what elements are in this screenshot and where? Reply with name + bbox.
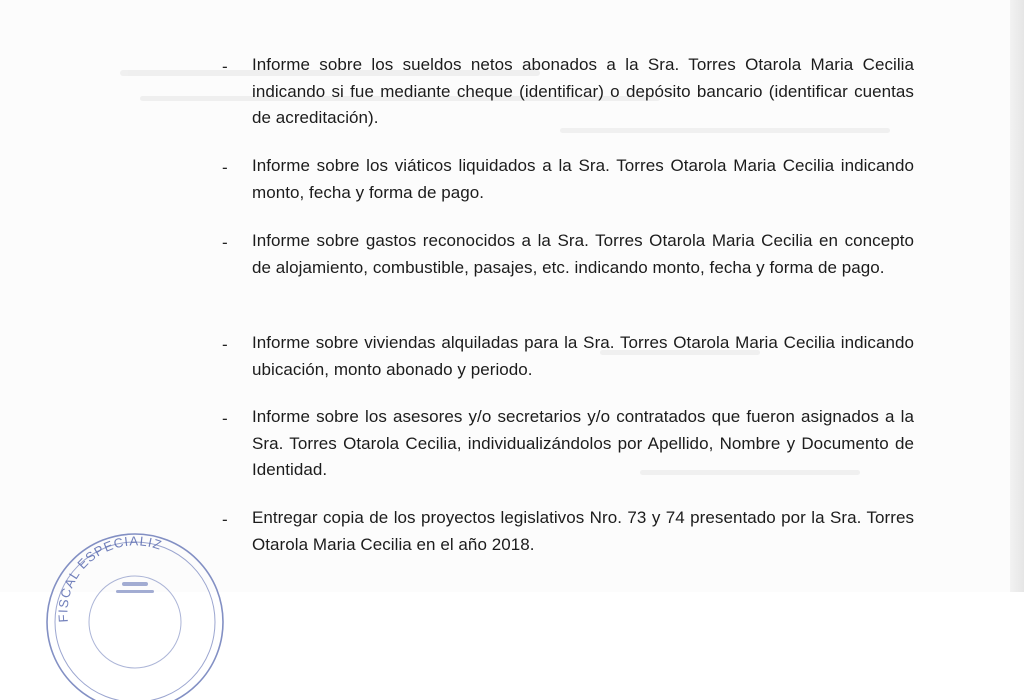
page-edge-shadow bbox=[1010, 0, 1024, 592]
seal-text: FISCAL ESPECIALIZ bbox=[55, 533, 165, 623]
list-bullet: - bbox=[222, 335, 228, 354]
list-bullet: - bbox=[222, 233, 228, 252]
list-item-text: Informe sobre los viáticos liquidados a la Sra. Torres Otarola Maria Cecilia indicando monto, fecha y forma de pago. bbox=[252, 156, 914, 202]
official-seal bbox=[40, 510, 230, 700]
list-item-text: Informe sobre viviendas alquiladas para la Sra. Torres Otarola Maria Cecilia indicando ubicación, monto abonado y periodo. bbox=[252, 333, 914, 379]
list-bullet: - bbox=[222, 158, 228, 177]
list-item-text: Informe sobre gastos reconocidos a la Sra. Torres Otarola Maria Cecilia en concepto de alojamiento, combustible, pasajes, etc. indicando monto, fecha y forma de pago. bbox=[252, 231, 914, 277]
list-item-text: Informe sobre los sueldos netos abonados a la Sra. Torres Otarola Maria Cecilia indicando si fue mediante cheque (identificar) o depósito bancario (identificar cuentas de acreditación). bbox=[252, 55, 914, 127]
list-bullet: - bbox=[222, 57, 228, 76]
list-bullet: - bbox=[222, 510, 228, 529]
list-item-text: Entregar copia de los proyectos legislativos Nro. 73 y 74 presentado por la Sra. Torres Otarola Maria Cecilia en el año 2018. bbox=[252, 508, 914, 554]
list-bullet: - bbox=[222, 409, 228, 428]
list-item-text: Informe sobre los asesores y/o secretarios y/o contratados que fueron asignados a la Sra. Torres Otarola Cecilia, individualizándolos por Apellido, Nombre y Documento de Identidad. bbox=[252, 407, 914, 479]
